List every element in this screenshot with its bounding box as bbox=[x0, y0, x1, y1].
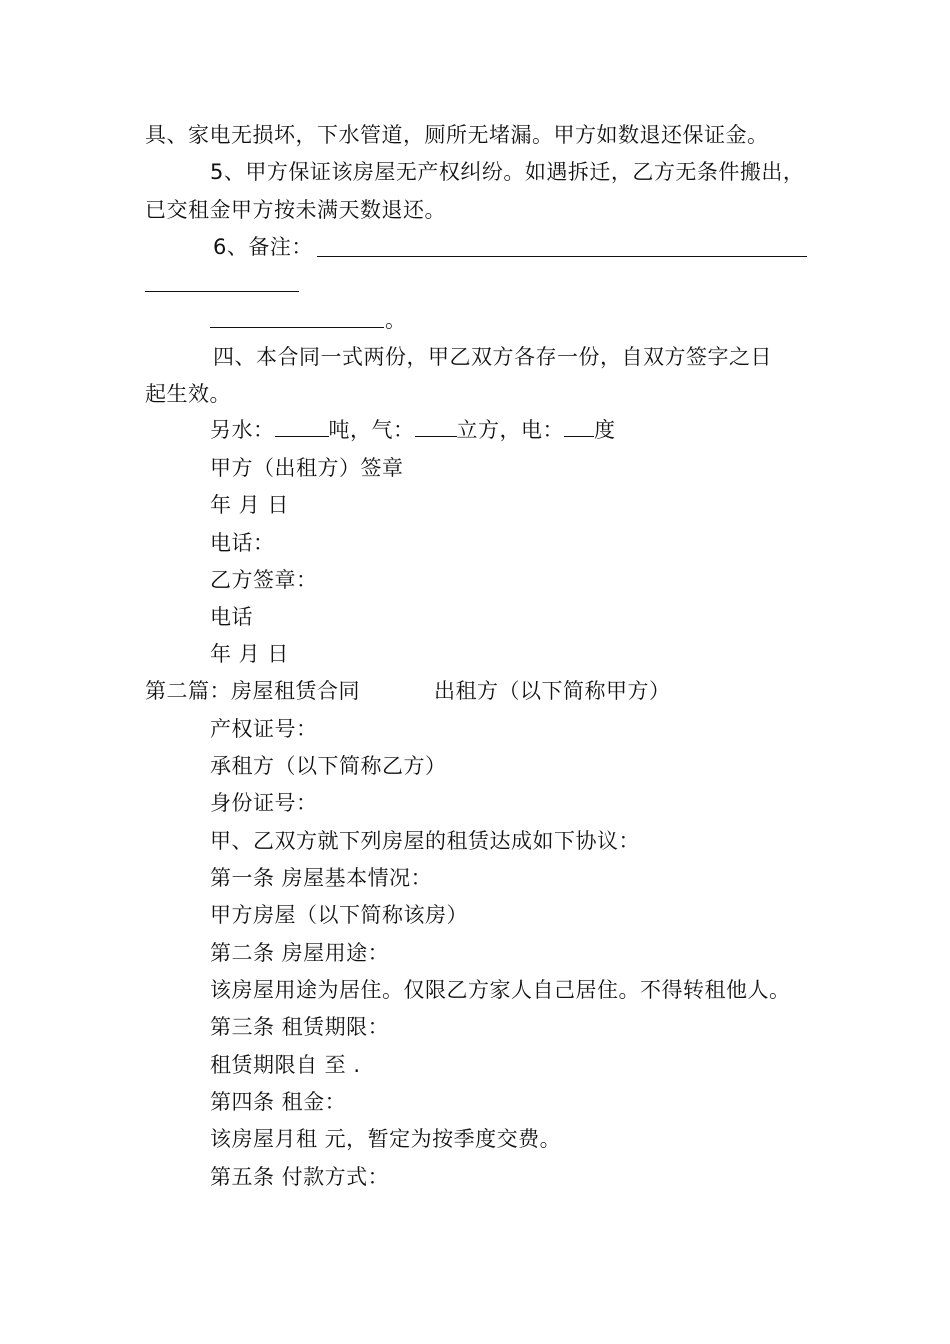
gas-blank bbox=[415, 416, 457, 437]
section-heading: 第二篇：房屋租赁合同 bbox=[145, 679, 360, 703]
electricity-blank bbox=[564, 416, 594, 437]
water-blank bbox=[275, 416, 329, 437]
text-line: 起生效。 bbox=[145, 382, 231, 406]
text-line: 第三条 租赁期限： bbox=[210, 1015, 390, 1039]
electricity-label: 立方，电： bbox=[456, 418, 564, 442]
text-line: 甲、乙双方就下列房屋的租赁达成如下协议： bbox=[210, 829, 640, 853]
text-line: 电话： bbox=[210, 531, 275, 555]
text-line: 第一条 房屋基本情况： bbox=[210, 866, 433, 890]
text-line: 第四条 租金： bbox=[210, 1090, 347, 1114]
text-line: 租赁期限自 至 . bbox=[210, 1053, 361, 1077]
text-line: 出租方（以下简称甲方） bbox=[434, 679, 671, 703]
text-line: 具、家电无损坏，下水管道，厕所无堵漏。甲方如数退还保证金。 bbox=[145, 123, 769, 147]
text-line: 第二条 房屋用途： bbox=[210, 941, 390, 965]
text-line: 乙方签章： bbox=[210, 568, 318, 592]
text-line: 年 月 日 bbox=[210, 642, 289, 666]
text-line: 已交租金甲方按未满天数退还。 bbox=[145, 198, 446, 222]
utility-line bbox=[210, 416, 616, 444]
text-line: 该房屋月租 元，暂定为按季度交费。 bbox=[210, 1127, 562, 1151]
text-line: 电话 bbox=[210, 605, 253, 629]
remarks-blank-line bbox=[145, 291, 299, 292]
unit-label: 度 bbox=[594, 418, 616, 442]
text-line: 承租方（以下简称乙方） bbox=[210, 754, 447, 778]
text-line: 产权证号： bbox=[210, 717, 318, 741]
text-line: 该房屋用途为居住。仅限乙方家人自己居住。不得转租他人。 bbox=[210, 978, 791, 1002]
text-line: 甲方房屋（以下简称该房） bbox=[210, 903, 468, 927]
text-line: 年 月 日 bbox=[210, 493, 289, 517]
text-line: 。 bbox=[385, 308, 407, 332]
water-label: 另水： bbox=[210, 418, 275, 442]
text-line: 第五条 付款方式： bbox=[210, 1165, 390, 1189]
remarks-label: 6、备注： bbox=[213, 235, 313, 259]
text-line: 四、本合同一式两份，甲乙双方各存一份，自双方签字之日 bbox=[213, 345, 772, 369]
remarks-blank-line bbox=[210, 327, 384, 328]
gas-label: 吨，气： bbox=[328, 418, 415, 442]
text-line: 5、甲方保证该房屋无产权纠纷。如遇拆迁，乙方无条件搬出， bbox=[210, 160, 805, 184]
text-line: 甲方（出租方）签章 bbox=[210, 456, 404, 480]
remarks-blank-line bbox=[317, 256, 807, 257]
text-line: 身份证号： bbox=[210, 791, 318, 815]
